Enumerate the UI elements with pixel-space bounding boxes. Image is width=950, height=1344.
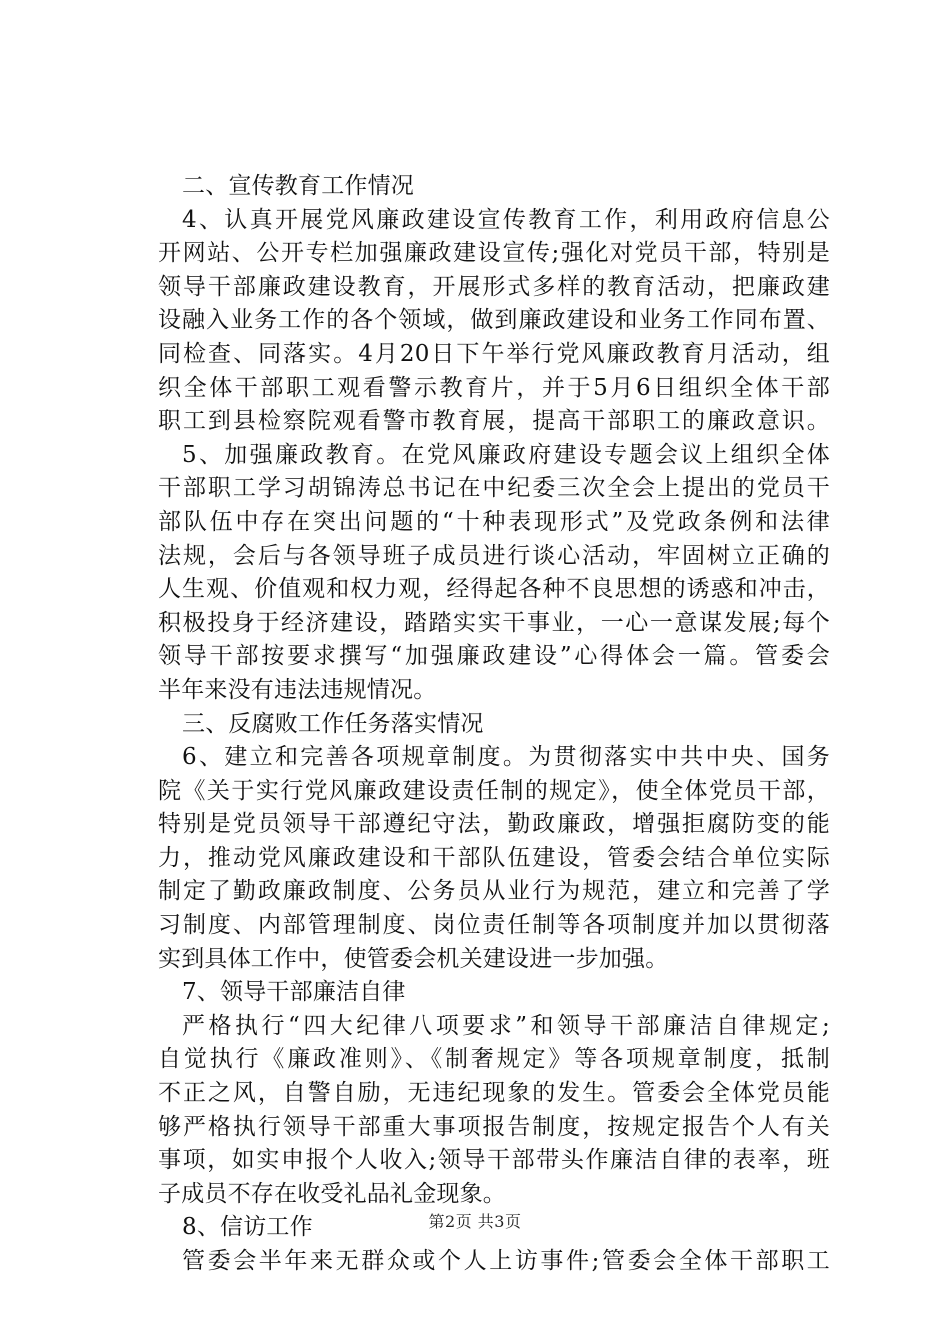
- paragraph-line: 领导干部廉政建设教育，开展形式多样的教育活动，把廉政建: [158, 273, 830, 300]
- paragraph-line: 事项，如实申报个人收入;领导干部带头作廉洁自律的表率，班: [158, 1147, 830, 1174]
- document-body: [158, 170, 830, 1279]
- paragraph-line: 子成员不存在收受礼品礼金现象。: [158, 1180, 506, 1207]
- paragraph-line: 管委会半年来无群众或个人上访事件;管委会全体干部职工: [182, 1248, 830, 1274]
- subsection-heading-self-discipline: 7、领导干部廉洁自律: [182, 979, 406, 1006]
- paragraph-line: 4、认真开展党风廉政建设宣传教育工作，利用政府信息公: [182, 206, 830, 233]
- paragraph-line: 实到具体工作中，使管委会机关建设进一步加强。: [158, 945, 669, 972]
- paragraph-line: 半年来没有违法违规情况。: [158, 676, 437, 703]
- section-heading-propaganda: 二、宣传教育工作情况: [182, 173, 414, 199]
- section-heading-anticorruption: 三、反腐败工作任务落实情况: [182, 710, 484, 737]
- paragraph-line: 够严格执行领导干部重大事项报告制度，按规定报告个人有关: [158, 1113, 830, 1140]
- paragraph-line: 院《关于实行党风廉政建设责任制的规定》，使全体党员干部，: [158, 777, 830, 804]
- paragraph-line: 干部职工学习胡锦涛总书记在中纪委三次全会上提出的党员干: [158, 475, 830, 502]
- page-number-footer: 第2页 共3页: [428, 1212, 522, 1231]
- paragraph-line: 同检查、同落实。4月20日下午举行党风廉政教育月活动，组: [158, 340, 830, 367]
- paragraph-line: 自觉执行《廉政准则》、《制奢规定》等各项规章制度，抵制: [158, 1046, 830, 1073]
- paragraph-line: 严格执行“四大纪律八项要求”和领导干部廉洁自律规定;: [182, 1012, 830, 1039]
- paragraph-line: 法规，会后与各领导班子成员进行谈心活动，牢固树立正确的: [158, 542, 830, 569]
- paragraph-line: 力，推动党风廉政建设和干部队伍建设，管委会结合单位实际: [158, 844, 830, 871]
- paragraph-line: 人生观、价值观和权力观，经得起各种不良思想的诱惑和冲击，: [158, 576, 830, 603]
- paragraph-line: 6、建立和完善各项规章制度。为贯彻落实中共中央、国务: [182, 744, 830, 771]
- paragraph-line: 部队伍中存在突出问题的“十种表现形式”及党政条例和法律: [158, 508, 830, 535]
- subsection-heading-petitions: 8、信访工作: [182, 1214, 313, 1241]
- paragraph-line: 领导干部按要求撰写“加强廉政建设”心得体会一篇。管委会: [158, 643, 830, 670]
- paragraph-line: 积极投身于经济建设，踏踏实实干事业，一心一意谋发展;每个: [158, 609, 830, 636]
- paragraph-line: 5、加强廉政教育。在党风廉政府建设专题会议上组织全体: [182, 441, 830, 468]
- paragraph-line: 不正之风，自警自励，无违纪现象的发生。管委会全体党员能: [158, 1080, 830, 1107]
- paragraph-line: 织全体干部职工观看警示教育片，并于5月6日组织全体干部: [158, 374, 830, 401]
- paragraph-line: 设融入业务工作的各个领域，做到廉政建设和业务工作同布置、: [158, 307, 830, 334]
- paragraph-line: 制定了勤政廉政制度、公务员从业行为规范，建立和完善了学: [158, 878, 830, 905]
- paragraph-line: 特别是党员领导干部遵纪守法，勤政廉政，增强拒腐防变的能: [158, 811, 830, 838]
- paragraph-line: 习制度、内部管理制度、岗位责任制等各项制度并加以贯彻落: [158, 912, 830, 939]
- paragraph-line: 开网站、公开专栏加强廉政建设宣传;强化对党员干部，特别是: [158, 240, 830, 267]
- paragraph-line: 职工到县检察院观看警市教育展，提高干部职工的廉政意识。: [158, 408, 830, 435]
